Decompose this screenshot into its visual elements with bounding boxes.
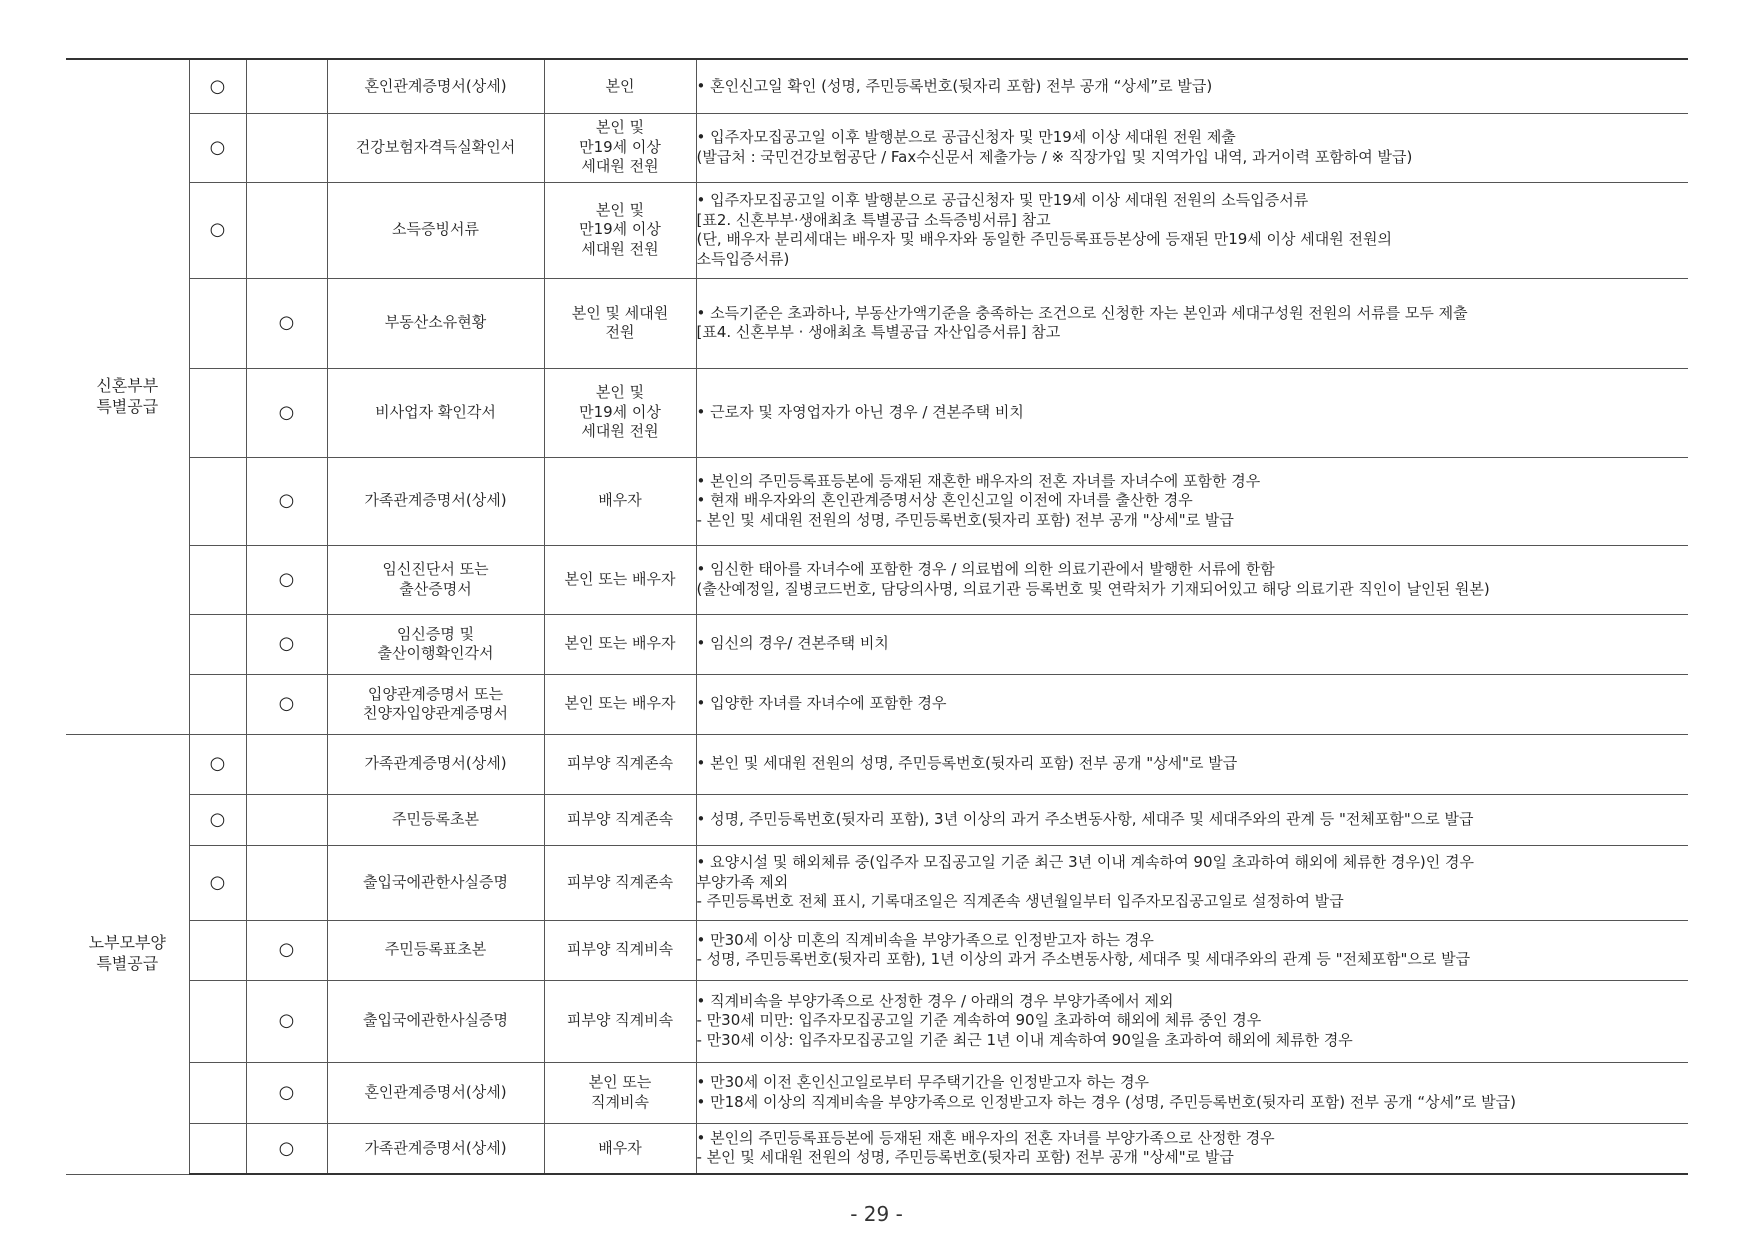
required-mark-cell: ○ <box>189 113 246 182</box>
page-number: - 29 - <box>850 1202 903 1226</box>
conditional-mark-cell <box>246 113 327 182</box>
required-mark-cell: ○ <box>189 182 246 278</box>
notes-cell: • 만30세 이전 혼인신고일로부터 무주택기간을 인정받고자 하는 경우 • 만18세 이상의 직계비속을 부양가족으로 인정받고자 하는 경우 (성명, 주민등록번호(뒷자리 포함) 전부 공개 “상세”로 발급) <box>696 1062 1688 1123</box>
conditional-mark-cell: ○ <box>246 1062 327 1123</box>
required-mark-cell <box>189 278 246 368</box>
required-mark-cell <box>189 457 246 545</box>
notes-cell: • 입양한 자녀를 자녀수에 포함한 경우 <box>696 674 1688 734</box>
required-mark-cell <box>189 980 246 1062</box>
issue-target-cell: 본인 <box>544 59 696 113</box>
document-name-cell: 출입국에관한사실증명 <box>327 980 544 1062</box>
issue-target-cell: 배우자 <box>544 1123 696 1174</box>
notes-cell: • 만30세 이상 미혼의 직계비속을 부양가족으로 인정받고자 하는 경우 - 성명, 주민등록번호(뒷자리 포함), 1년 이상의 과거 주소변동사항, 세대주 및 세대주와의 관계 등 "전체포함"으로 발급 <box>696 920 1688 980</box>
notes-cell: • 요양시설 및 해외체류 중(입주자 모집공고일 기준 최근 3년 이내 계속하여 90일 초과하여 해외에 체류한 경우)인 경우 부양가족 제외 - 주민등록번호 전체 표시, 기록대조일은 직계존속 생년월일부터 입주자모집공고일로 설정하여 발급 <box>696 845 1688 920</box>
document-name-cell: 출입국에관한사실증명 <box>327 845 544 920</box>
required-mark-cell <box>189 674 246 734</box>
notes-cell: • 소득기준은 초과하나, 부동산가액기준을 충족하는 조건으로 신청한 자는 본인과 세대구성원 전원의 서류를 모두 제출 [표4. 신혼부부 · 생애최초 특별공급 자산입증서류] 참고 <box>696 278 1688 368</box>
conditional-mark-cell <box>246 182 327 278</box>
table-row <box>66 368 1688 457</box>
document-name-cell: 혼인관계증명서(상세) <box>327 59 544 113</box>
required-mark-cell: ○ <box>189 845 246 920</box>
table-row <box>66 980 1688 1062</box>
notes-cell: • 근로자 및 자영업자가 아닌 경우 / 견본주택 비치 <box>696 368 1688 457</box>
conditional-mark-cell <box>246 794 327 845</box>
issue-target-cell: 피부양 직계존속 <box>544 734 696 794</box>
issue-target-cell: 본인 또는 직계비속 <box>544 1062 696 1123</box>
group-newlywed-special-supply: 신혼부부 특별공급 <box>66 59 189 734</box>
conditional-mark-cell <box>246 845 327 920</box>
document-name-cell: 건강보험자격득실확인서 <box>327 113 544 182</box>
issue-target-cell: 본인 또는 배우자 <box>544 674 696 734</box>
required-mark-cell <box>189 1123 246 1174</box>
table-row <box>66 59 1688 113</box>
conditional-mark-cell: ○ <box>246 278 327 368</box>
notes-cell: • 입주자모집공고일 이후 발행분으로 공급신청자 및 만19세 이상 세대원 전원 제출 (발급처 : 국민건강보험공단 / Fax수신문서 제출가능 / ※ 직장가입 및 지역가입 내역, 과거이력 포함하여 발급) <box>696 113 1688 182</box>
document-name-cell: 부동산소유현황 <box>327 278 544 368</box>
table-row <box>66 1123 1688 1174</box>
required-mark-cell: ○ <box>189 734 246 794</box>
notes-cell: • 입주자모집공고일 이후 발행분으로 공급신청자 및 만19세 이상 세대원 전원의 소득입증서류 [표2. 신혼부부·생애최초 특별공급 소득증빙서류] 참고 (단, 배우자 분리세대는 배우자 및 배우자와 동일한 주민등록표등본상에 등재된 만19세 이상 세대원 전원의 소득입증서류) <box>696 182 1688 278</box>
table-row <box>66 614 1688 674</box>
table-row <box>66 920 1688 980</box>
document-name-cell: 주민등록표초본 <box>327 920 544 980</box>
conditional-mark-cell: ○ <box>246 980 327 1062</box>
conditional-mark-cell: ○ <box>246 457 327 545</box>
conditional-mark-cell <box>246 59 327 113</box>
notes-cell: • 본인 및 세대원 전원의 성명, 주민등록번호(뒷자리 포함) 전부 공개 "상세"로 발급 <box>696 734 1688 794</box>
conditional-mark-cell: ○ <box>246 920 327 980</box>
conditional-mark-cell <box>246 734 327 794</box>
table-row <box>66 734 1688 794</box>
notes-cell: • 임신한 태아를 자녀수에 포함한 경우 / 의료법에 의한 의료기관에서 발행한 서류에 한함 (출산예정일, 질병코드번호, 담당의사명, 의료기관 등록번호 및 연락처가 기재되어있고 해당 의료기관 직인이 날인된 원본) <box>696 545 1688 614</box>
issue-target-cell: 본인 또는 배우자 <box>544 614 696 674</box>
required-mark-cell <box>189 1062 246 1123</box>
notes-cell: • 본인의 주민등록표등본에 등재된 재혼 배우자의 전혼 자녀를 부양가족으로 산정한 경우 - 본인 및 세대원 전원의 성명, 주민등록번호(뒷자리 포함) 전부 공개 "상세"로 발급 <box>696 1123 1688 1174</box>
document-name-cell: 가족관계증명서(상세) <box>327 1123 544 1174</box>
table-row <box>66 794 1688 845</box>
document-name-cell: 임신진단서 또는 출산증명서 <box>327 545 544 614</box>
notes-cell: • 성명, 주민등록번호(뒷자리 포함), 3년 이상의 과거 주소변동사항, 세대주 및 세대주와의 관계 등 "전체포함"으로 발급 <box>696 794 1688 845</box>
conditional-mark-cell: ○ <box>246 368 327 457</box>
document-name-cell: 가족관계증명서(상세) <box>327 457 544 545</box>
required-mark-cell <box>189 368 246 457</box>
issue-target-cell: 피부양 직계존속 <box>544 845 696 920</box>
required-mark-cell: ○ <box>189 794 246 845</box>
issue-target-cell: 배우자 <box>544 457 696 545</box>
notes-cell: • 직계비속을 부양가족으로 산정한 경우 / 아래의 경우 부양가족에서 제외 - 만30세 미만: 입주자모집공고일 기준 계속하여 90일 초과하여 해외에 체류 중인 경우 - 만30세 이상: 입주자모집공고일 기준 최근 1년 이내 계속하여 90일을 초과하여 해외에 체류한 경우 <box>696 980 1688 1062</box>
issue-target-cell: 본인 및 세대원 전원 <box>544 278 696 368</box>
table-row <box>66 674 1688 734</box>
document-name-cell: 비사업자 확인각서 <box>327 368 544 457</box>
conditional-mark-cell: ○ <box>246 614 327 674</box>
required-mark-cell <box>189 545 246 614</box>
issue-target-cell: 피부양 직계존속 <box>544 794 696 845</box>
group-elderly-support-special-supply: 노부모부양 특별공급 <box>66 734 189 1174</box>
conditional-mark-cell: ○ <box>246 674 327 734</box>
issue-target-cell: 피부양 직계비속 <box>544 980 696 1062</box>
conditional-mark-cell: ○ <box>246 545 327 614</box>
table-row <box>66 278 1688 368</box>
document-name-cell: 혼인관계증명서(상세) <box>327 1062 544 1123</box>
notes-cell: • 임신의 경우/ 견본주택 비치 <box>696 614 1688 674</box>
conditional-mark-cell: ○ <box>246 1123 327 1174</box>
table-row <box>66 182 1688 278</box>
document-name-cell: 주민등록초본 <box>327 794 544 845</box>
issue-target-cell: 본인 및 만19세 이상 세대원 전원 <box>544 368 696 457</box>
issue-target-cell: 본인 및 만19세 이상 세대원 전원 <box>544 182 696 278</box>
notes-cell: • 혼인신고일 확인 (성명, 주민등록번호(뒷자리 포함) 전부 공개 “상세”로 발급) <box>696 59 1688 113</box>
table-body <box>66 59 1688 1174</box>
issue-target-cell: 피부양 직계비속 <box>544 920 696 980</box>
table-row <box>66 545 1688 614</box>
table-row <box>66 1062 1688 1123</box>
table-row <box>66 845 1688 920</box>
table-row <box>66 113 1688 182</box>
issue-target-cell: 본인 및 만19세 이상 세대원 전원 <box>544 113 696 182</box>
notes-cell: • 본인의 주민등록표등본에 등재된 재혼한 배우자의 전혼 자녀를 자녀수에 포함한 경우 • 현재 배우자와의 혼인관계증명서상 혼인신고일 이전에 자녀를 출산한 경우 - 본인 및 세대원 전원의 성명, 주민등록번호(뒷자리 포함) 전부 공개 "상세"로 발급 <box>696 457 1688 545</box>
document-name-cell: 임신증명 및 출산이행확인각서 <box>327 614 544 674</box>
required-mark-cell: ○ <box>189 59 246 113</box>
document-name-cell: 입양관계증명서 또는 친양자입양관계증명서 <box>327 674 544 734</box>
required-documents-table <box>66 58 1688 1175</box>
required-mark-cell <box>189 920 246 980</box>
document-name-cell: 소득증빙서류 <box>327 182 544 278</box>
table-row <box>66 457 1688 545</box>
document-name-cell: 가족관계증명서(상세) <box>327 734 544 794</box>
issue-target-cell: 본인 또는 배우자 <box>544 545 696 614</box>
required-mark-cell <box>189 614 246 674</box>
